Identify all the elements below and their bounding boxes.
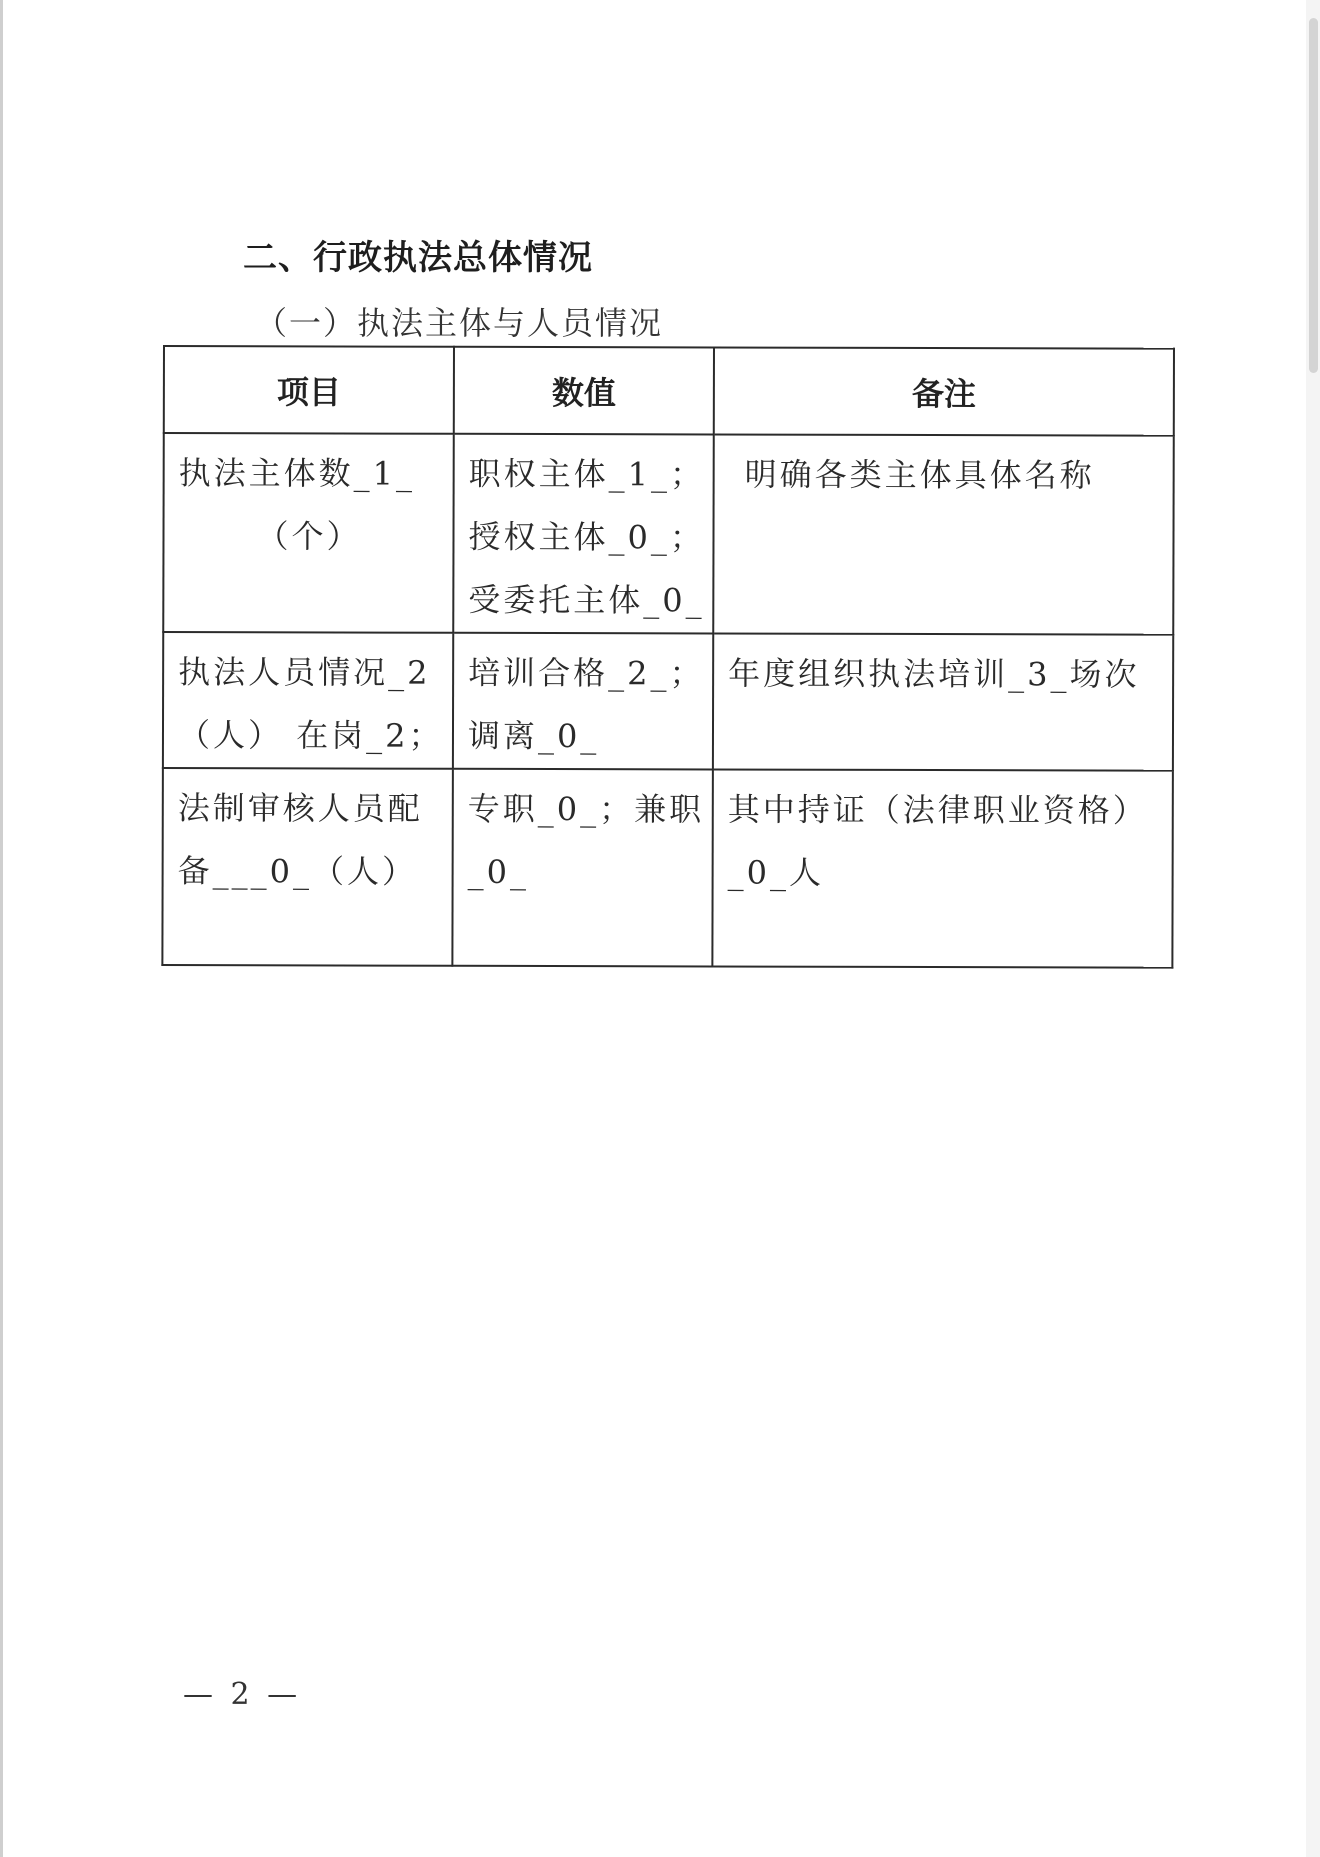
cell-line: _0_人 [727,853,825,892]
cell-line: 其中持证（法律职业资格） [727,790,1148,830]
cell-line: 执法人员情况_2 [178,653,431,692]
cell-line: _0_ [467,852,530,891]
table-cell-note [713,633,1173,770]
table-row [163,433,1174,635]
subsection-heading: （一）执法主体与人员情况 [255,304,664,342]
table-cell-note [713,434,1174,634]
table-cell-item [163,433,454,633]
cell-line: 受委托主体_0_ [468,580,705,620]
cell-line: 法制审核人员配 [177,789,423,828]
page-edge [0,0,3,1857]
cell-line: 专职_0_；兼职 [467,789,705,829]
table-cell-value [453,633,713,770]
cell-line: （人） 在岗_2； [177,716,444,755]
cell-line: 调离_0_ [467,716,600,756]
table-cell-value [452,769,713,967]
enforcement-table [161,345,1175,969]
table-cell-item [163,632,453,769]
cell-line: 授权主体_0_； [468,517,705,557]
cell-line: 执法主体数_1_ [178,454,416,493]
cell-line: （个） [256,517,362,556]
page-number: — 2 — [183,1677,302,1712]
table-cell-value [453,434,714,634]
table-cell-note [712,769,1173,967]
section-heading: 二、行政执法总体情况 [243,238,593,278]
scrollbar-track[interactable] [1306,0,1320,1857]
cell-line: 明确各类主体具体名称 [744,455,1095,495]
header-value: 数值 [454,347,714,435]
cell-line: 年度组织执法培训_3_场次 [728,654,1140,694]
table-cell-item [162,768,453,966]
cell-line: 职权主体_1_； [468,454,706,494]
header-item: 项目 [164,346,454,434]
table-header-row [164,346,1174,436]
cell-line: 培训合格_2_； [468,653,705,693]
header-note: 备注 [714,347,1174,435]
scrollbar-thumb[interactable] [1309,18,1318,373]
table-row [163,632,1173,771]
cell-line: 备___0_（人） [177,852,418,891]
table-row [162,768,1173,968]
